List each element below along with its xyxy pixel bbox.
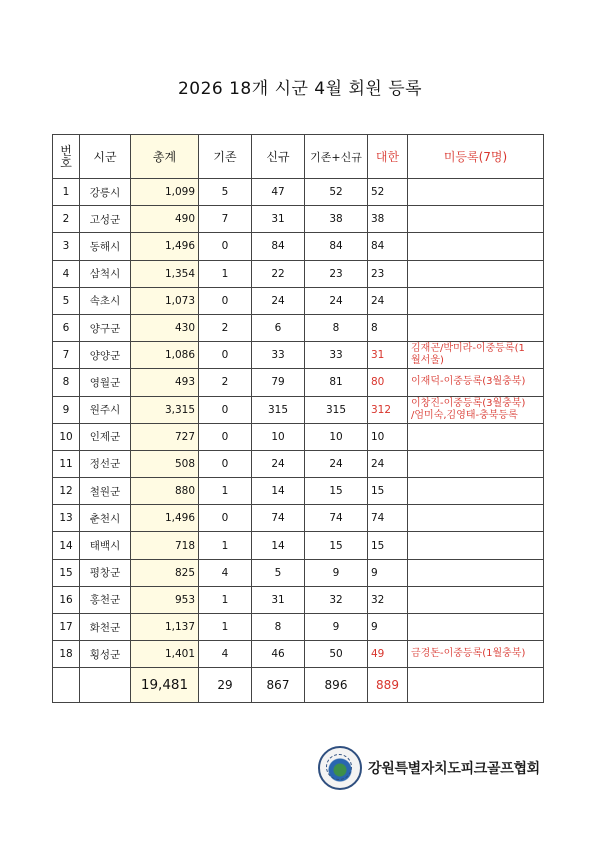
- city-name: 인제군: [80, 423, 131, 450]
- total-members: 825: [131, 559, 199, 586]
- new-members: 31: [252, 206, 305, 233]
- existing-members: 7: [199, 206, 252, 233]
- total-members: 1,073: [131, 287, 199, 314]
- unregistered-note: [408, 233, 544, 260]
- totals-blank-cell: [80, 668, 131, 703]
- table-row: [53, 314, 544, 341]
- existing-plus-new: 24: [305, 287, 368, 314]
- new-members: 8: [252, 614, 305, 641]
- header-unregistered: 미등록(7명): [408, 135, 544, 179]
- row-number: 5: [53, 287, 80, 314]
- totals-blank-cell: [53, 668, 80, 703]
- daehan-count: 49: [368, 641, 408, 668]
- table-row: [53, 369, 544, 396]
- existing-plus-new: 24: [305, 450, 368, 477]
- row-number: 6: [53, 314, 80, 341]
- daehan-count: 9: [368, 614, 408, 641]
- daehan-count: 10: [368, 423, 408, 450]
- city-name: 정선군: [80, 450, 131, 477]
- row-number: 3: [53, 233, 80, 260]
- unregistered-note: 김재곤/박미라-이중등록(1 월서울): [408, 342, 544, 369]
- table-row: [53, 532, 544, 559]
- row-number: 15: [53, 559, 80, 586]
- unregistered-note: 이재덕-이중등록(3월충북): [408, 369, 544, 396]
- existing-plus-new: 84: [305, 233, 368, 260]
- existing-members: 4: [199, 559, 252, 586]
- row-number: 18: [53, 641, 80, 668]
- table-row: [53, 179, 544, 206]
- existing-members: 2: [199, 369, 252, 396]
- row-number: 2: [53, 206, 80, 233]
- existing-members: 5: [199, 179, 252, 206]
- unregistered-note: [408, 532, 544, 559]
- existing-members: 1: [199, 532, 252, 559]
- totals-row: [53, 668, 544, 703]
- table-header-row: [53, 135, 544, 179]
- daehan-count: 31: [368, 342, 408, 369]
- existing-members: 1: [199, 614, 252, 641]
- city-name: 동해시: [80, 233, 131, 260]
- new-members: 5: [252, 559, 305, 586]
- unregistered-note: [408, 614, 544, 641]
- existing-plus-new: 52: [305, 179, 368, 206]
- unregistered-note: [408, 260, 544, 287]
- unregistered-note: [408, 423, 544, 450]
- existing-plus-new: 9: [305, 614, 368, 641]
- row-number: 13: [53, 505, 80, 532]
- existing-members: 0: [199, 233, 252, 260]
- existing-plus-new: 9: [305, 559, 368, 586]
- total-members: 508: [131, 450, 199, 477]
- new-members: 79: [252, 369, 305, 396]
- new-members: 10: [252, 423, 305, 450]
- total-new: 867: [252, 668, 305, 703]
- table-row: [53, 641, 544, 668]
- existing-members: 0: [199, 342, 252, 369]
- new-members: 315: [252, 396, 305, 423]
- daehan-count: 24: [368, 287, 408, 314]
- existing-plus-new: 15: [305, 478, 368, 505]
- org-footer: [318, 746, 540, 790]
- table-row: [53, 396, 544, 423]
- city-name: 태백시: [80, 532, 131, 559]
- table-row: [53, 287, 544, 314]
- city-name: 강릉시: [80, 179, 131, 206]
- table-row: [53, 342, 544, 369]
- daehan-count: 84: [368, 233, 408, 260]
- city-name: 화천군: [80, 614, 131, 641]
- new-members: 74: [252, 505, 305, 532]
- existing-plus-new: 50: [305, 641, 368, 668]
- table-row: [53, 206, 544, 233]
- daehan-count: 32: [368, 586, 408, 613]
- city-name: 횡성군: [80, 641, 131, 668]
- existing-members: 2: [199, 314, 252, 341]
- daehan-count: 80: [368, 369, 408, 396]
- unregistered-note: 금경돈-이중등록(1월충북): [408, 641, 544, 668]
- unregistered-note: 이창진-이중등록(3월충북) /엄미숙,김영태-충북등록: [408, 396, 544, 423]
- unregistered-note: [408, 478, 544, 505]
- city-name: 춘천시: [80, 505, 131, 532]
- new-members: 31: [252, 586, 305, 613]
- city-name: 양구군: [80, 314, 131, 341]
- row-number: 10: [53, 423, 80, 450]
- city-name: 양양군: [80, 342, 131, 369]
- daehan-count: 9: [368, 559, 408, 586]
- row-number: 17: [53, 614, 80, 641]
- existing-members: 0: [199, 505, 252, 532]
- new-members: 22: [252, 260, 305, 287]
- existing-members: 4: [199, 641, 252, 668]
- new-members: 46: [252, 641, 305, 668]
- total-members: 1,496: [131, 505, 199, 532]
- existing-plus-new: 15: [305, 532, 368, 559]
- total-members: 1,354: [131, 260, 199, 287]
- row-number: 4: [53, 260, 80, 287]
- total-members: 430: [131, 314, 199, 341]
- total-members: 493: [131, 369, 199, 396]
- daehan-count: 15: [368, 532, 408, 559]
- total-existing: 29: [199, 668, 252, 703]
- existing-plus-new: 315: [305, 396, 368, 423]
- row-number: 7: [53, 342, 80, 369]
- org-name: 강원특별자치도피크골프협회: [368, 761, 540, 777]
- table-row: [53, 260, 544, 287]
- new-members: 84: [252, 233, 305, 260]
- total-daehan: 889: [368, 668, 408, 703]
- unregistered-note: [408, 559, 544, 586]
- table-row: [53, 505, 544, 532]
- existing-plus-new: 32: [305, 586, 368, 613]
- existing-plus-new: 10: [305, 423, 368, 450]
- total-members: 1,137: [131, 614, 199, 641]
- totals-blank-cell: [408, 668, 544, 703]
- table-row: [53, 614, 544, 641]
- city-name: 홍천군: [80, 586, 131, 613]
- header-existing-new: 기존+신규: [305, 135, 368, 179]
- total-members: 1,099: [131, 179, 199, 206]
- city-name: 평창군: [80, 559, 131, 586]
- new-members: 24: [252, 287, 305, 314]
- daehan-count: 23: [368, 260, 408, 287]
- city-name: 고성군: [80, 206, 131, 233]
- new-members: 14: [252, 532, 305, 559]
- existing-plus-new: 38: [305, 206, 368, 233]
- total-members: 3,315: [131, 396, 199, 423]
- total-members: 727: [131, 423, 199, 450]
- new-members: 24: [252, 450, 305, 477]
- existing-plus-new: 33: [305, 342, 368, 369]
- row-number: 9: [53, 396, 80, 423]
- daehan-count: 8: [368, 314, 408, 341]
- header-existing: 기존: [199, 135, 252, 179]
- daehan-count: 312: [368, 396, 408, 423]
- existing-members: 0: [199, 287, 252, 314]
- new-members: 33: [252, 342, 305, 369]
- row-number: 8: [53, 369, 80, 396]
- existing-members: 0: [199, 396, 252, 423]
- city-name: 원주시: [80, 396, 131, 423]
- new-members: 6: [252, 314, 305, 341]
- header-number: 번호: [53, 135, 80, 179]
- total-members: 1,401: [131, 641, 199, 668]
- existing-members: 1: [199, 586, 252, 613]
- table-row: [53, 423, 544, 450]
- new-members: 47: [252, 179, 305, 206]
- existing-members: 0: [199, 423, 252, 450]
- total-members: 490: [131, 206, 199, 233]
- table-row: [53, 450, 544, 477]
- total-members: 880: [131, 478, 199, 505]
- existing-plus-new: 8: [305, 314, 368, 341]
- row-number: 11: [53, 450, 80, 477]
- city-name: 삼척시: [80, 260, 131, 287]
- header-new: 신규: [252, 135, 305, 179]
- daehan-count: 74: [368, 505, 408, 532]
- existing-plus-new: 81: [305, 369, 368, 396]
- table-row: [53, 586, 544, 613]
- total-members: 1,086: [131, 342, 199, 369]
- row-number: 12: [53, 478, 80, 505]
- table-row: [53, 559, 544, 586]
- daehan-count: 52: [368, 179, 408, 206]
- unregistered-note: [408, 206, 544, 233]
- table-row: [53, 478, 544, 505]
- header-city: 시군: [80, 135, 131, 179]
- existing-members: 1: [199, 260, 252, 287]
- unregistered-note: [408, 179, 544, 206]
- total-members: 1,496: [131, 233, 199, 260]
- row-number: 1: [53, 179, 80, 206]
- existing-members: 0: [199, 450, 252, 477]
- existing-plus-new: 23: [305, 260, 368, 287]
- new-members: 14: [252, 478, 305, 505]
- existing-plus-new: 74: [305, 505, 368, 532]
- unregistered-note: [408, 505, 544, 532]
- city-name: 영월군: [80, 369, 131, 396]
- page-title: 2026 18개 시군 4월 회원 등록: [177, 79, 423, 99]
- daehan-count: 38: [368, 206, 408, 233]
- association-seal-icon: [318, 746, 362, 790]
- header-total: 총계: [131, 135, 199, 179]
- row-number: 16: [53, 586, 80, 613]
- registration-table: [52, 134, 544, 703]
- daehan-count: 24: [368, 450, 408, 477]
- existing-members: 1: [199, 478, 252, 505]
- total-members: 718: [131, 532, 199, 559]
- row-number: 14: [53, 532, 80, 559]
- table-row: [53, 233, 544, 260]
- unregistered-note: [408, 586, 544, 613]
- unregistered-note: [408, 314, 544, 341]
- unregistered-note: [408, 450, 544, 477]
- daehan-count: 15: [368, 478, 408, 505]
- city-name: 철원군: [80, 478, 131, 505]
- header-daehan: 대한: [368, 135, 408, 179]
- total-existing-new: 896: [305, 668, 368, 703]
- grand-total: 19,481: [131, 668, 199, 703]
- city-name: 속초시: [80, 287, 131, 314]
- total-members: 953: [131, 586, 199, 613]
- unregistered-note: [408, 287, 544, 314]
